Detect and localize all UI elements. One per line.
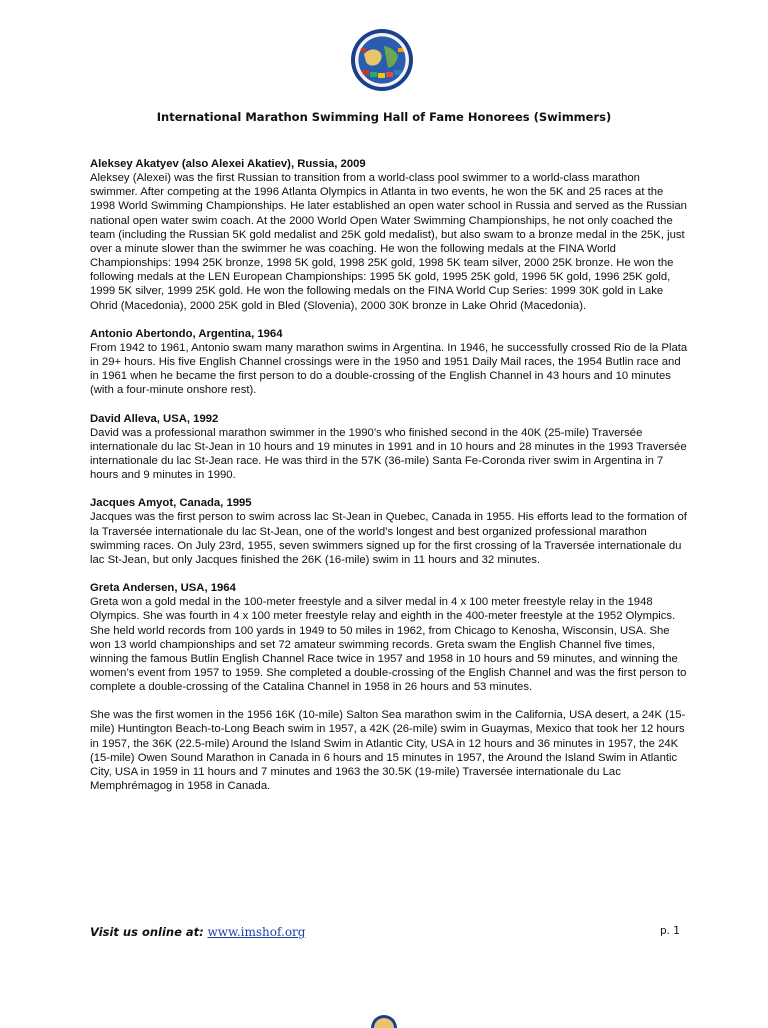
document-title: International Marathon Swimming Hall of Fame Honorees (Swimmers): [156, 110, 612, 124]
honoree-entry: [90, 327, 690, 398]
honoree-entry: [90, 581, 690, 793]
page-footer: [90, 925, 680, 939]
honoree-entry: [90, 496, 690, 567]
website-link[interactable]: www.imshof.org: [207, 925, 306, 939]
page-number: p. 1: [659, 925, 680, 937]
honoree-entry: [90, 412, 690, 483]
honorees-list: [90, 157, 690, 807]
honoree-bio: Jacques was the first person to swim across lac St-Jean in Quebec, Canada in 1955. His efforts lead to the formation of la Traversée internationale du lac St-Jean, one of the world’s longest and best organized professional marathon swimming races. On July 23rd, 1955, seven swimmers signed up for the first crossing of la Traversée internationale du lac St-Jean, but only Jacques finished the 26K (16-mile) swim in 11 hours and 32 minutes.: [90, 511, 687, 566]
honoree-heading: Greta Andersen, USA, 1964: [90, 582, 236, 595]
honoree-heading: Aleksey Akatyev (also Alexei Akatiev), Russia, 2009: [90, 158, 366, 170]
imshof-globe-seal-icon: [350, 28, 414, 92]
next-page-seal-icon: [370, 1014, 398, 1028]
honoree-bio: David was a professional marathon swimmer in the 1990’s who finished second in the 40K (25-mile) Traversée internationale du lac St-Jean in 10 hours and 19 minutes in 1991 and in 10 hours and 28 minutes in the 1993 Traversée internationale du lac St-Jean race. He was third in the 57K (36-mile) Santa Fe-Coronda river swim in Argentina in 7 hours and 9 minutes in 1990.: [90, 426, 687, 482]
honoree-bio: Aleksey (Alexei) was the first Russian to transition from a world-class pool swimmer to a world-class marathon swimmer. After competing at the 1996 Atlanta Olympics in Atlanta in two events, he won the 5K and 25 races at the 1998 World Swimming Championships. He later established an open water school in Russia and served as the Russian national open water swim coach. At the 2000 World Open Water Swimming Championships, he not only coached the team (including the Russian 5K gold medalist and 25K gold medalist), but also swam to a bronze medal in the 25K, just over a minute slower than the swimmer he was coaching. He won the following medals at the FINA World Championships: 1994 25K bronze, 1998 5K gold, 1998 25K gold, 1998 5K team silver, 2000 25K bronze. He won the following medals at the LEN European Championships: 1995 5K gold, 1995 25K gold, 1996 5K gold, 1996 25K gold, 1999 5K silver, 1999 25K gold. He won the following medals on the FINA World Cup Series: 1999 30K gold in Lake Ohrid (Macedonia), 2000 25K gold in Bled (Slovenia), 2000 30K bronze in Lake Ohrid (Macedonia).: [90, 172, 687, 312]
honoree-bio: From 1942 to 1961, Antonio swam many marathon swims in Argentina. In 1946, he successfully crossed Rio de la Plata in 29+ hours. His five English Channel crossings were in the 1950 and 1951 Daily Mail races, the 1954 Butlin race and in 1961 when he became the first person to do a double-crossing of the English Channel in 43 hours and 10 minutes (with a four-minute onshore rest).: [90, 341, 688, 397]
honoree-heading: David Alleva, USA, 1992: [90, 412, 219, 425]
honoree-bio-continued: She was the first women in the 1956 16K (10-mile) Salton Sea marathon swim in the California, USA desert, a 24K (15-mile) Huntington Beach-to-Long Beach swim in 1957, a 42K (26-mile) swim in Guaymas, Mexico that took her 12 hours in 1957, the 36K (22.5-mile) Around the Island Swim in Atlantic City, USA in 12 hours and 36 minutes in 1957, the 24K (15-mile) Owen Sound Marathon in Canada in 6 hours and 15 minutes in 1957, the Around the Island Swim in Atlantic City, USA in 1959 in 11 hours and 7 minutes and 1963 the 30.5K (19-mile) Traversée internationale du Lac Memphrémagog in 1958 in Canada.: [90, 709, 686, 793]
honoree-bio: Greta won a gold medal in the 100-meter freestyle and a silver medal in 4 x 100 meter freestyle relay in the 1948 Olympics. She was fourth in 4 x 100 meter freestyle relay and eighth in the 400-meter freestyle at the 1952 Olympics. She held world records from 100 yards in 1949 to 50 miles in 1962, from Chicago to Kenosha, Wisconsin, USA. She won 13 world championships and set 72 amateur swimming records. Greta swam the English Channel five times, winning the famous Butlin English Channel Race twice in 1957 and 1958 in 10 hours and 59 minutes, and winning the women’s event from 1957 to 1959. She completed a double-crossing of the English Channel and was the first person to complete a double-crossing of the Catalina Channel in 1958 in 26 hours and 53 minutes.: [90, 596, 687, 694]
honoree-heading: Jacques Amyot, Canada, 1995: [90, 497, 252, 510]
honoree-heading: Antonio Abertondo, Argentina, 1964: [90, 327, 283, 340]
footer-label: Visit us online at:: [90, 925, 204, 939]
honoree-entry: [90, 157, 690, 313]
